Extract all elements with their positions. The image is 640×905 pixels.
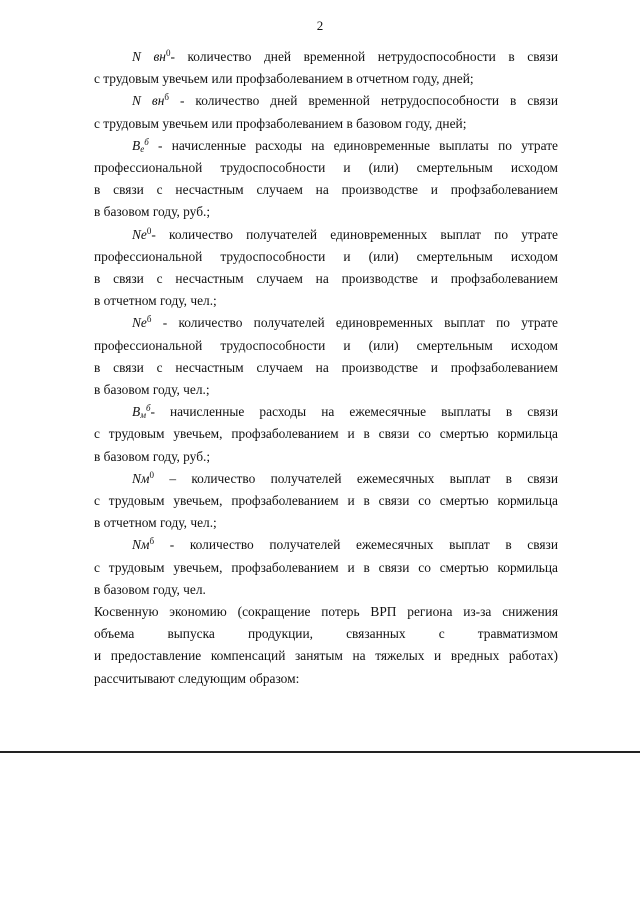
definition-line: - количество получателей единовременных выплат по утрате [151,226,558,242]
page-divider-line [0,751,640,753]
definition-v-e-base [94,135,558,224]
definition-n-m-base [94,534,558,601]
symbol: N вн [132,49,166,64]
definition-line: - количество дней временной нетрудоспособности в связи [170,49,558,64]
symbol: Nм [132,537,150,553]
definition-line: в отчетном году, чел.; [94,293,217,309]
definition-line: - количество получателей ежемесячных выплат в связи [154,537,558,553]
definition-line: профессиональной трудоспособности и (или) смертельным исходом [94,337,558,353]
symbol-superscript: б [149,536,155,547]
symbol: В [132,137,141,153]
definition-line: в связи с несчастным случаем на производстве и профзаболеванием [94,359,558,375]
definition-n-e-base [94,312,558,401]
closing-paragraph [94,601,558,690]
definition-line: в связи с несчастным случаем на производстве и профзаболеванием [94,182,558,198]
paragraph-line: Косвенную экономию (сокращение потерь ВРП региона из-за снижения [94,604,558,620]
page-number: 2 [316,18,324,33]
definition-line: в связи с несчастным случаем на производстве и профзаболеванием [94,271,558,287]
symbol: Nе [132,226,147,242]
definition-line: - начисленные расходы на единовременные выплаты по утрате [148,137,558,153]
definition-line: с трудовым увечьем или профзаболеванием в отчетном году, дней; [94,71,474,87]
symbol: Nе [132,315,147,331]
definition-line: в отчетном году, чел.; [94,515,217,531]
symbol-superscript: б [145,403,151,414]
definition-line: в базовом году, руб.; [94,448,211,464]
symbol-subscript: е [140,143,145,154]
definition-line: - количество дней временной нетрудоспособности в связи [168,93,558,109]
symbol: Nм [132,470,150,486]
definition-line: с трудовым увечьем или профзаболеванием в базовом году, дней; [94,115,467,131]
symbol: N вн [132,93,165,109]
definition-n-vn-reporting [94,46,558,90]
symbol-superscript: 0 [149,469,154,480]
definition-line: профессиональной трудоспособности и (или) смертельным исходом [94,160,558,176]
definition-line: профессиональной трудоспособности и (или) смертельным исходом [94,248,558,264]
symbol-superscript: б [164,92,169,103]
definition-v-m-base [94,401,558,468]
symbol-superscript: б [146,314,152,325]
symbol-superscript: 0 [165,48,171,58]
definition-line: в базовом году, чел.; [94,382,210,398]
symbol: В [132,404,141,420]
paragraph-line: объема выпуска продукции, связанных с травматизмом [94,626,558,642]
symbol-superscript: б [144,136,149,147]
definition-line: - начисленные расходы на ежемесячные выплаты в связи [150,404,558,420]
definition-line: - количество получателей единовременных выплат по утрате [151,315,558,331]
definition-n-e-reporting [94,224,558,313]
paragraph-line: и предоставление компенсаций занятым на тяжелых и вредных работах) [94,648,558,664]
definition-line: – количество получателей ежемесячных выплат в связи [153,470,558,486]
definition-line: с трудовым увечьем, профзаболеванием и в связи со смертью кормильца [94,559,558,575]
definition-line: с трудовым увечьем, профзаболеванием и в связи со смертью кормильца [94,493,558,509]
symbol-subscript: м [140,410,146,421]
symbol-superscript: 0 [146,225,152,236]
definition-n-m-reporting [94,468,558,535]
definition-line: с трудовым увечьем, профзаболеванием и в связи со смертью кормильца [94,426,558,442]
definition-line: в базовом году, чел. [94,581,206,597]
document-body [94,46,558,690]
paragraph-line: рассчитывают следующим образом: [94,670,300,686]
definition-n-vn-base [94,90,558,134]
definition-line: в базовом году, руб.; [94,204,211,220]
